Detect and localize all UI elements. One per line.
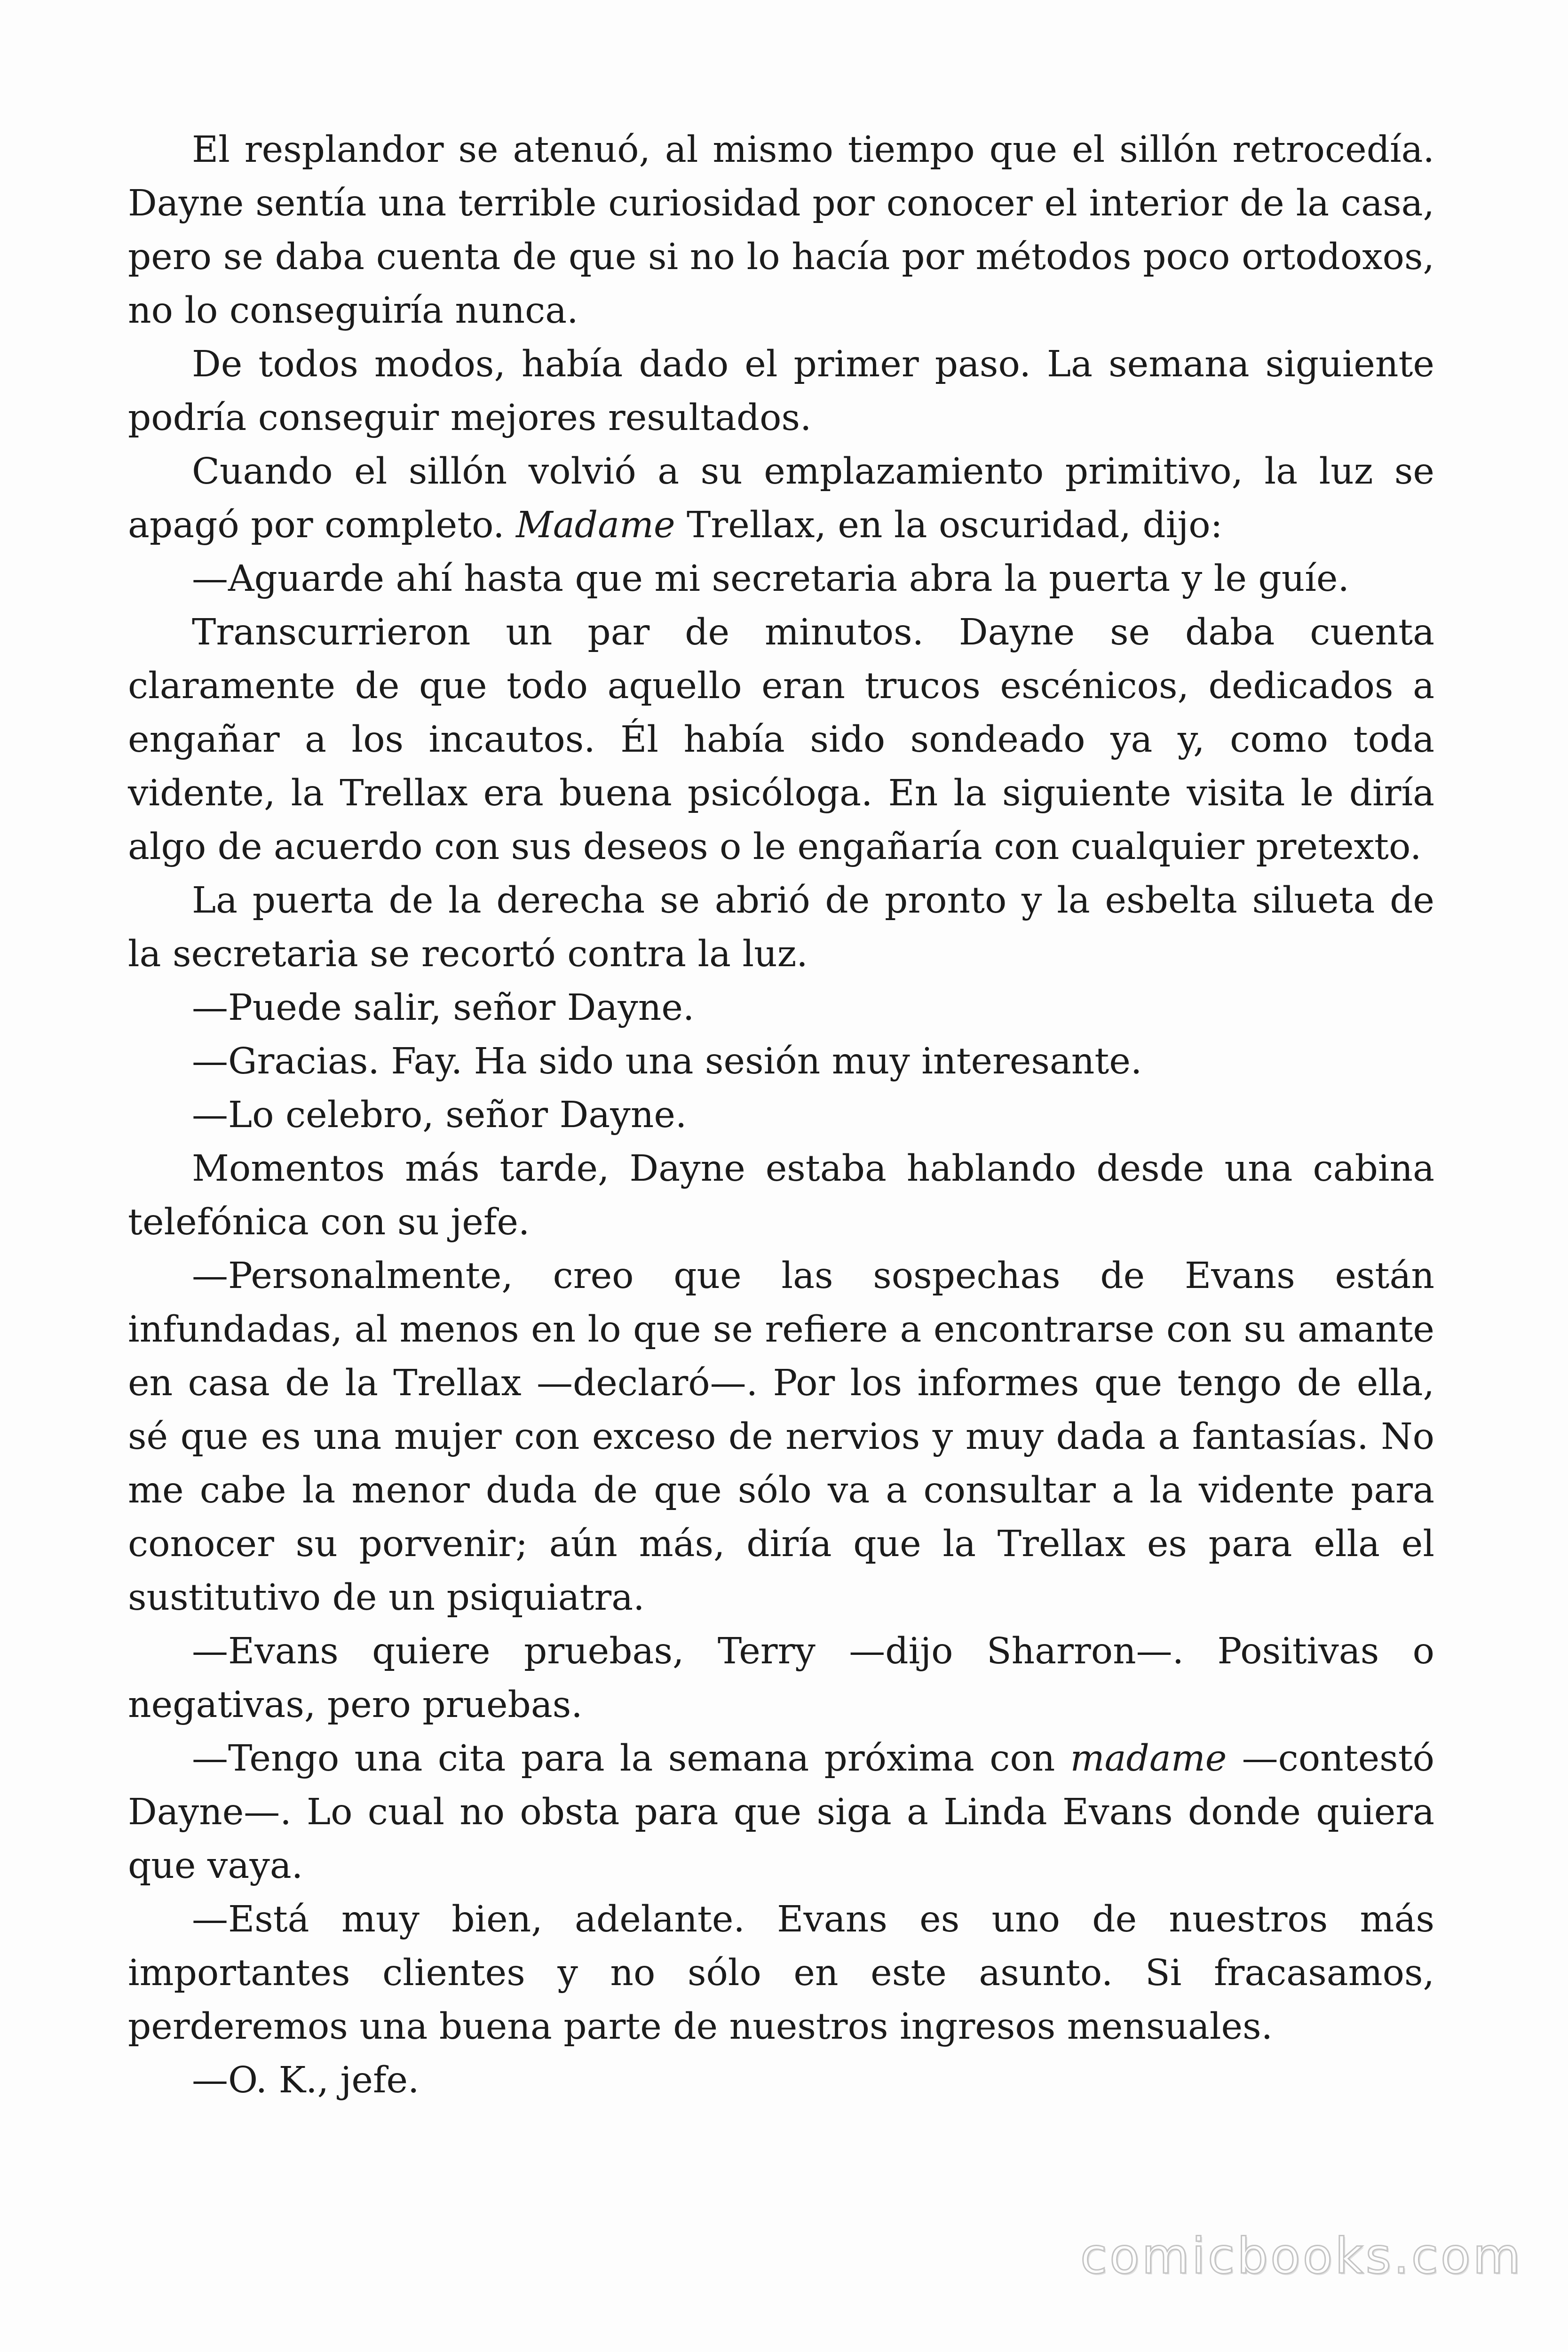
paragraph: Momentos más tarde, Dayne estaba hablando desde una cabina telefónica con su jefe. — [128, 1148, 1434, 1243]
paragraph: —Personalmente, creo que las sospechas de Evans están infundadas, al menos en lo que se refiere a encontrarse con su amante en casa de la Trellax —declaró—. Por los informes que tengo de ella, sé que es una mujer con exceso de nervios y muy dada a fantasías. No me cabe la menor duda de que sólo va a consultar a la vidente para conocer su porvenir; aún más, diría que la Trellax es para ella el sustitutivo de un psiquiatra. — [128, 1255, 1434, 1619]
paragraph: Transcurrieron un par de minutos. Dayne se daba cuenta claramente de que todo aquello eran trucos escénicos, dedicados a engañar a los incautos. Él había sido sondeado ya y, como toda vidente, la Trellax era buena psicóloga. En la siguiente visita le diría algo de acuerdo con sus deseos o le engañaría con cualquier pretexto. — [128, 612, 1434, 868]
paragraph: —Puede salir, señor Dayne. — [192, 987, 695, 1029]
paragraph: —Tengo una cita para la semana próxima con madame —contestó Dayne—. Lo cual no obsta para que siga a Linda Evans donde quiera que vaya. — [128, 1738, 1434, 1887]
italic-word: madame — [1070, 1738, 1227, 1780]
paragraph: —O. K., jefe. — [192, 2059, 420, 2101]
italic-word: Madame — [516, 504, 675, 546]
page-text — [128, 123, 1434, 2107]
paragraph: La puerta de la derecha se abrió de pronto y la esbelta silueta de la secretaria se recortó contra la luz. — [128, 880, 1434, 975]
paragraph: —Aguarde ahí hasta que mi secretaria abra la puerta y le guíe. — [192, 558, 1349, 600]
paragraph: De todos modos, había dado el primer paso. La semana siguiente podría conseguir mejores resultados. — [128, 343, 1434, 439]
paragraph: —Lo celebro, señor Dayne. — [192, 1094, 687, 1136]
paragraph: Cuando el sillón volvió a su emplazamiento primitivo, la luz se apagó por completo. Madame Trellax, en la oscuridad, dijo: — [128, 451, 1434, 546]
paragraph: El resplandor se atenuó, al mismo tiempo que el sillón retrocedía. Dayne sentía una terrible curiosidad por conocer el interior de la casa, pero se daba cuenta de que si no lo hacía por métodos poco ortodoxos, no lo conseguiría nunca. — [128, 129, 1434, 332]
watermark: comicbooks.com — [1080, 2227, 1523, 2285]
paragraph: —Está muy bien, adelante. Evans es uno de nuestros más importantes clientes y no sólo en este asunto. Si fracasamos, perderemos una buena parte de nuestros ingresos mensuales. — [128, 1899, 1434, 2048]
paragraph: —Evans quiere pruebas, Terry —dijo Sharron—. Positivas o negativas, pero pruebas. — [128, 1630, 1434, 1726]
paragraph: —Gracias. Fay. Ha sido una sesión muy interesante. — [192, 1041, 1142, 1082]
